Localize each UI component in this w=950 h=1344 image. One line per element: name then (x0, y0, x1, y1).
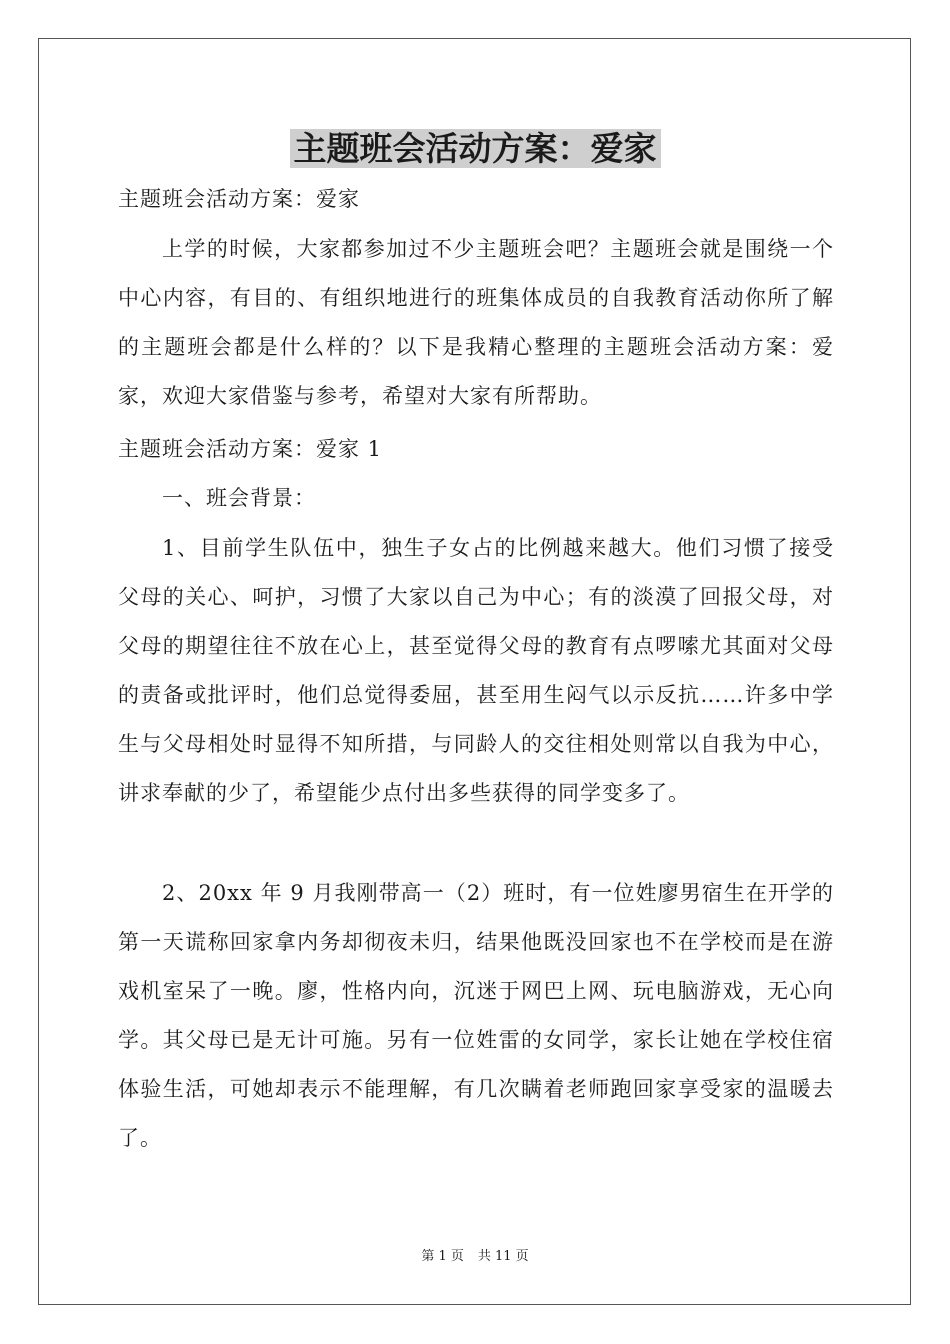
page-footer (0, 1249, 950, 1265)
page-total: 共 11 页 (477, 1249, 529, 1264)
document-subtitle: 主题班会活动方案：爱家 (118, 187, 360, 211)
intro-paragraph: 上学的时候，大家都参加过不少主题班会吧？主题班会就是围绕一个中心内容，有目的、有组织地进行的班集体成员的自我教育活动你所了解的主题班会都是什么样的？以下是我精心整理的主题班会活动方案：爱家，欢迎大家借鉴与参考，希望对大家有所帮助。 (118, 237, 834, 408)
section-heading: 主题班会活动方案：爱家 1 (118, 437, 383, 461)
background-paragraph-2: 2、20xx 年 9 月我刚带高一（2）班时，有一位姓廖男宿生在开学的第一天谎称回家拿内务却彻夜未归，结果他既没回家也不在学校而是在游戏机室呆了一晚。廖，性格内向，沉迷于网巴上网、玩电脑游戏，无心向学。其父母已是无计可施。另有一位姓雷的女同学，家长让她在学校住宿体验生活，可她却表示不能理解，有几次瞒着老师跑回家享受家的温暖去了。 (118, 881, 834, 1150)
page-current: 第 1 页 (421, 1249, 464, 1264)
document-title (0, 126, 950, 172)
background-heading: 一、班会背景： (162, 486, 316, 510)
document-title-text: 主题班会活动方案：爱家 (290, 129, 661, 168)
background-paragraph-1: 1、目前学生队伍中，独生子女占的比例越来越大。他们习惯了接受父母的关心、呵护，习惯了大家以自己为中心；有的淡漠了回报父母，对父母的期望往往不放在心上，甚至觉得父母的教育有点啰嗦尤其面对父母的责备或批评时，他们总觉得委屈，甚至用生闷气以示反抗……许多中学生与父母相处时显得不知所措，与同龄人的交往相处则常以自我为中心，讲求奉献的少了，希望能少点付出多些获得的同学变多了。 (118, 536, 834, 805)
